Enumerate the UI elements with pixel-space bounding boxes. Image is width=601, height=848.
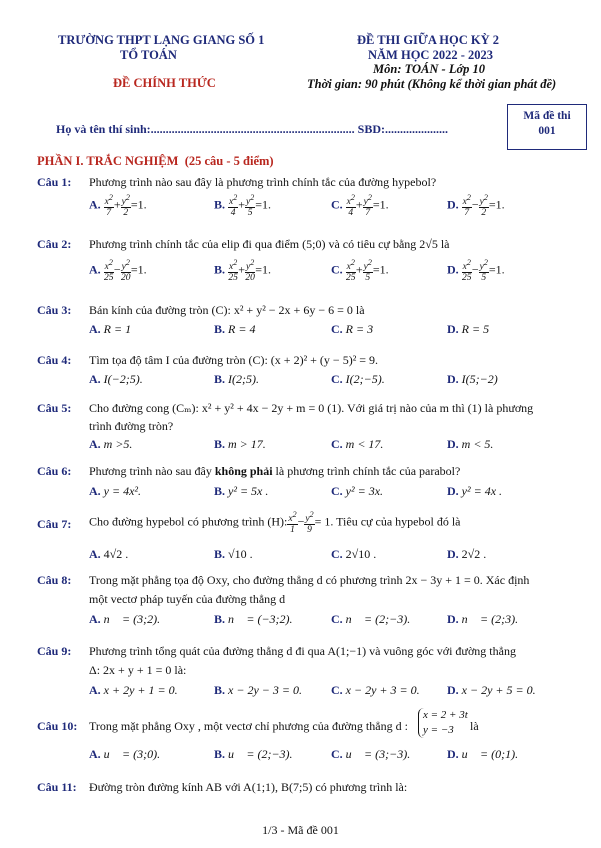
q5-option-d[interactable]: D. m < 5.: [447, 437, 494, 451]
exam-code-box: [507, 104, 587, 150]
question-label: Câu 11:: [37, 780, 77, 794]
q10-option-b[interactable]: B. u⃗ = (2;−3).: [214, 747, 293, 761]
system-line-2: y = −3: [423, 724, 454, 736]
q7-option-c[interactable]: C. 2√10 .: [331, 547, 377, 561]
q4-option-a[interactable]: A. I(−2;5).: [89, 372, 143, 386]
question-text-line1: Trong mặt phẳng tọa độ Oxy, cho đường thẳng d có phương trình 2x − 3y + 1 = 0. Xác định: [89, 573, 530, 587]
q7-option-b[interactable]: B. √10 .: [214, 547, 253, 561]
q5-option-b[interactable]: B. m > 17.: [214, 437, 266, 451]
q8-option-c[interactable]: C. n⃗ = (2;−3).: [331, 612, 411, 626]
q3-option-d[interactable]: D. R = 5: [447, 322, 490, 336]
question-11: [37, 779, 408, 795]
question-label: Câu 10:: [37, 719, 78, 733]
page-footer: 1/3 - Mã đề 001: [262, 823, 339, 837]
official-label: ĐỀ CHÍNH THỨC: [113, 76, 216, 90]
section-info: (25 câu - 5 điểm): [184, 154, 274, 168]
question-text-line2: trình đường tròn?: [89, 419, 174, 433]
q8-option-a[interactable]: A. n⃗ = (3;2).: [89, 612, 161, 626]
q3-option-a[interactable]: A. R = 1: [89, 322, 132, 336]
q4-option-d[interactable]: D. I(5;−2): [447, 372, 498, 386]
question-label: Câu 5:: [37, 401, 72, 415]
q8-option-d[interactable]: D. n⃗ = (2;3).: [447, 612, 519, 626]
exam-title: ĐỀ THI GIỮA HỌC KỲ 2: [357, 33, 500, 47]
q2-option-b[interactable]: B. $\frac{x^2}{25}$ + $\frac{y^2}{20}$ =1.: [214, 258, 272, 284]
q6-option-c[interactable]: C. y² = 3x.: [331, 484, 384, 498]
q9-option-a[interactable]: A. x + 2y + 1 = 0.: [89, 683, 178, 697]
question-text: Đường tròn đường kính AB với A(1;1), B(7;5) có phương trình là:: [89, 780, 408, 794]
question-tail: là: [470, 719, 479, 733]
q9-option-b[interactable]: B. x − 2y − 3 = 0.: [214, 683, 302, 697]
question-label: Câu 1:: [37, 175, 72, 189]
department: TỔ TOÁN: [120, 48, 177, 62]
section-heading: [37, 154, 274, 169]
q2-option-d[interactable]: D. $\frac{x^2}{25}$ − $\frac{y^2}{5}$ =1.: [447, 258, 505, 284]
question-text-line1: Phương trình tổng quát của đường thẳng d đi qua A(1;−1) và vuông góc với đường thẳng: [89, 644, 516, 658]
question-7: [37, 510, 461, 536]
question-text: Phương trình chính tắc của elip đi qua điểm (5;0) và có tiêu cự bằng 2√5 là: [89, 237, 450, 251]
q5-option-a[interactable]: A. m >5.: [89, 437, 133, 451]
q3-option-c[interactable]: C. R = 3: [331, 322, 374, 336]
question-3: [37, 302, 365, 318]
question-text-line1: Cho đường cong (Cₘ): x² + y² + 4x − 2y + m = 0 (1). Với giá trị nào của m thì (1) là phương: [89, 401, 534, 415]
q4-option-c[interactable]: C. I(2;−5).: [331, 372, 385, 386]
school-year: NĂM HỌC 2022 - 2023: [368, 48, 493, 62]
q7-option-d[interactable]: D. 2√2 .: [447, 547, 487, 561]
q6-option-d[interactable]: D. y² = 4x .: [447, 484, 503, 498]
question-1: [37, 174, 437, 190]
exam-time: Thời gian: 90 phút (Không kể thời gian phát đề): [307, 77, 557, 91]
question-10: [37, 718, 408, 734]
question-9: [37, 643, 516, 659]
system-line-1: x = 2 + 3t: [423, 709, 468, 721]
school-name: TRƯỜNG THPT LẠNG GIANG SỐ 1: [58, 33, 265, 47]
q2-option-c[interactable]: C. $\frac{x^2}{25}$ + $\frac{y^2}{5}$ =1.: [331, 258, 389, 284]
q9-option-c[interactable]: C. x − 2y + 3 = 0.: [331, 683, 420, 697]
question-label: Câu 6:: [37, 464, 72, 478]
q10-option-c[interactable]: C. u⃗ = (3;−3).: [331, 747, 411, 761]
q7-option-a[interactable]: A. 4√2 .: [89, 547, 129, 561]
section-title: PHẦN I. TRẮC NGHIỆM: [37, 154, 179, 168]
question-text: Bán kính của đường tròn (C): x² + y² − 2x + 6y − 6 = 0 là: [89, 303, 365, 317]
question-text: Phương trình nào sau đây là phương trình chính tắc của đường hypebol?: [89, 175, 437, 189]
q3-option-b[interactable]: B. R = 4: [214, 322, 256, 336]
exam-code-label: Mã đề thi: [523, 110, 571, 122]
q1-option-b[interactable]: B. $\frac{x^2}{4}$ + $\frac{y^2}{5}$ =1.: [214, 193, 272, 219]
q2-option-a[interactable]: A. $\frac{x^2}{25}$ − $\frac{y^2}{20}$ =1.: [89, 258, 147, 284]
q5-option-c[interactable]: C. m < 17.: [331, 437, 384, 451]
question-8: [37, 572, 530, 588]
question-6: [37, 463, 461, 479]
subject: Môn: TOÁN - Lớp 10: [373, 62, 486, 76]
q6-option-a[interactable]: A. y = 4x².: [89, 484, 142, 498]
question-label: Câu 4:: [37, 353, 72, 367]
q9-option-d[interactable]: D. x − 2y + 5 = 0.: [447, 683, 536, 697]
question-5: [37, 400, 534, 416]
exam-code: 001: [538, 125, 556, 137]
q10-option-a[interactable]: A. u⃗ = (3;0).: [89, 747, 161, 761]
question-label: Câu 2:: [37, 237, 72, 251]
question-text: Phương trình nào sau đây không phải là phương trình chính tắc của parabol?: [89, 464, 461, 478]
student-info-line: Họ và tên thí sinh:.................................................................... SBD:.....................: [56, 122, 449, 136]
q8-option-b[interactable]: B. n⃗ = (−3;2).: [214, 612, 293, 626]
q1-option-d[interactable]: D. $\frac{x^2}{7}$ − $\frac{y^2}{2}$ =1.: [447, 193, 505, 219]
question-text-line2: một vectơ pháp tuyến của đường thẳng d: [89, 592, 286, 606]
q10-option-d[interactable]: D. u⃗ = (0;1).: [447, 747, 519, 761]
question-text: Tìm tọa độ tâm I của đường tròn (C): (x + 2)² + (y − 5)² = 9.: [89, 353, 379, 367]
q6-option-b[interactable]: B. y² = 5x .: [214, 484, 269, 498]
q1-option-a[interactable]: A. $\frac{x^2}{7}$ + $\frac{y^2}{2}$ =1.: [89, 193, 147, 219]
question-2: [37, 236, 450, 252]
question-label: Câu 7:: [37, 517, 72, 531]
question-label: Câu 8:: [37, 573, 72, 587]
parametric-system: [418, 708, 468, 738]
question-text: Cho đường hypebol có phương trình (H): $\frac{x^2}{1}$ − $\frac{y^2}{9}$ = 1. Tiêu cự của hypebol đó là: [89, 510, 461, 536]
question-text: Trong mặt phẳng Oxy , một vectơ chỉ phương của đường thẳng d :: [89, 719, 408, 733]
question-text-line2: Δ: 2x + y + 1 = 0 là:: [89, 663, 187, 677]
question-4: [37, 352, 379, 368]
q4-option-b[interactable]: B. I(2;5).: [214, 372, 259, 386]
question-label: Câu 3:: [37, 303, 72, 317]
question-label: Câu 9:: [37, 644, 72, 658]
q1-option-c[interactable]: C. $\frac{x^2}{4}$ + $\frac{y^2}{7}$ =1.: [331, 193, 389, 219]
